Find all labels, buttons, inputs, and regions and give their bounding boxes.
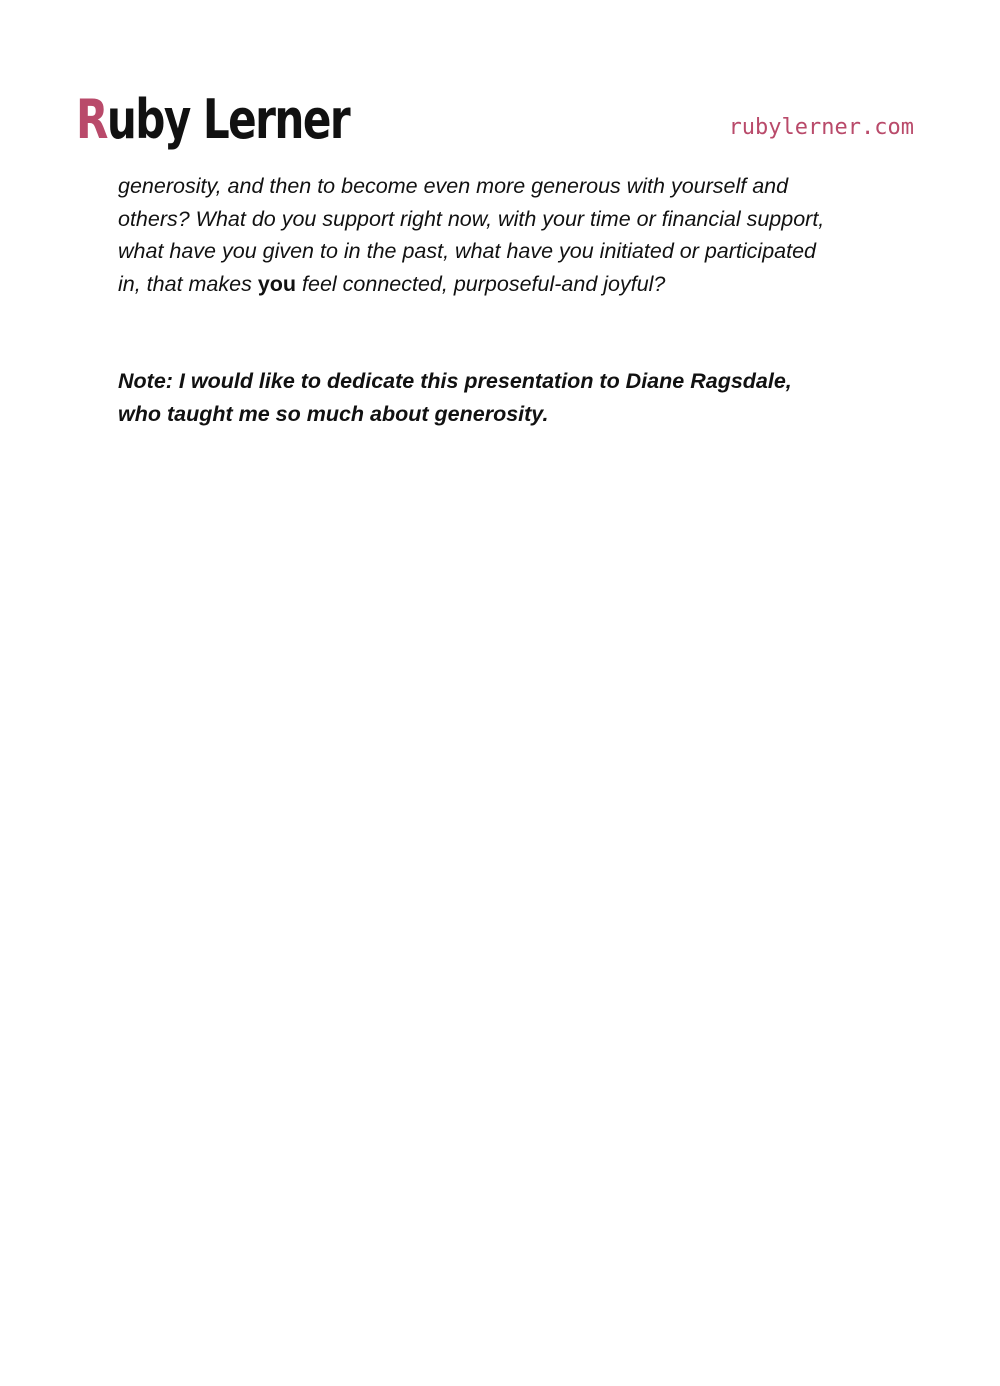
body-line: what have you given to in the past, what have you initiated or participated [118,239,816,263]
page-header [76,86,916,162]
body-line: others? What do you support right now, with your time or financial support, [118,206,825,231]
note-line: who taught me so much about generosity. [118,401,549,426]
body-line: generosity, and then to become even more generous with yourself and [118,174,789,198]
brand-logo [76,86,349,154]
site-url: rubylerner.com [728,115,914,140]
body-text-segment: in, that makes [118,271,258,296]
logo-name: uby Lerner [106,88,350,151]
dedication-note [118,365,898,430]
body-line-last [118,268,888,301]
logo-initial: R [76,88,107,151]
emphasis-you: you [257,271,297,296]
note-line: Note: I would like to dedicate this presentation to Diane Ragsdale, [118,369,792,393]
body-paragraph [118,170,888,300]
body-text-segment: feel connected, purposeful-and joyful? [296,271,666,296]
